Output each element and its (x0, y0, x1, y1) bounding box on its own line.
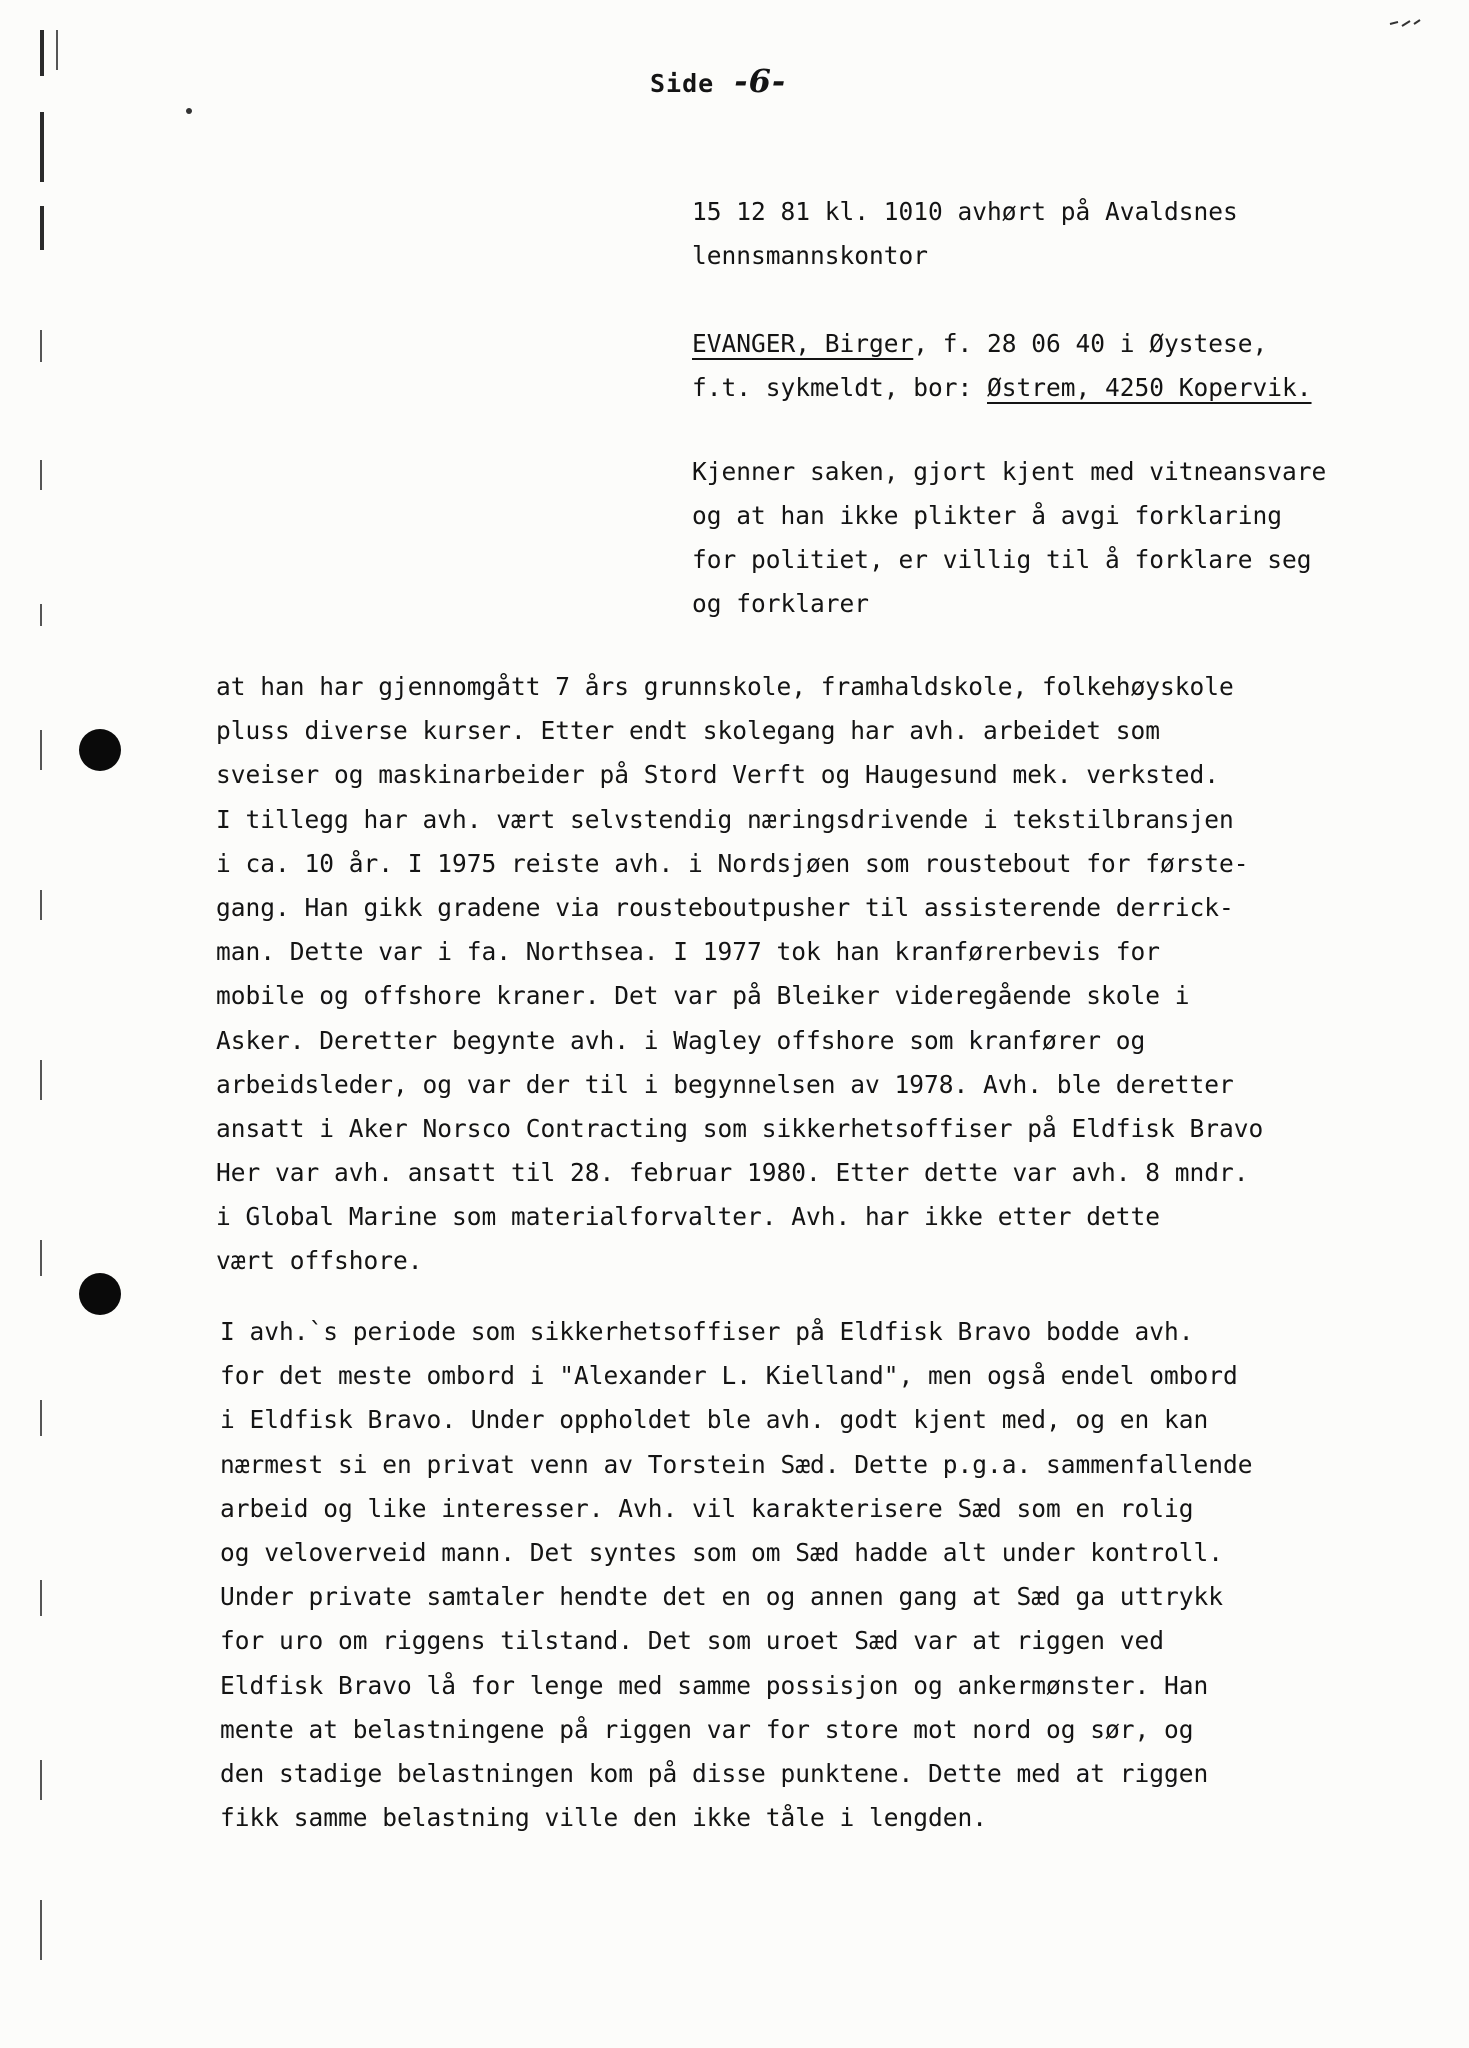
binding-mark (40, 30, 44, 76)
intro-line: og at han ikke plikter å avgi forklaring (692, 501, 1283, 530)
binding-mark (40, 206, 44, 250)
text-line: Her var avh. ansatt til 28. februar 1980. Etter dette var avh. 8 mndr. (216, 1158, 1249, 1188)
binding-mark (40, 1060, 42, 1100)
text-line: den stadige belastningen kom på disse punktene. Dette med at riggen (220, 1758, 1209, 1788)
text-line: gang. Han gikk gradene via rousteboutpusher til assisterende derrick- (216, 892, 1234, 922)
text-line: Under private samtaler hendte det en og annen gang at Sæd ga uttrykk (220, 1582, 1224, 1612)
text-line: man. Dette var i fa. Northsea. I 1977 tok han kranførerbevis for (216, 937, 1161, 967)
binding-mark (40, 112, 44, 182)
punch-hole (79, 1273, 121, 1315)
text-line: Eldfisk Bravo lå for lenge med samme possisjon og ankermønster. Han (220, 1670, 1209, 1700)
person-line-1 (692, 322, 1312, 366)
handwritten-page-number: -6- (734, 62, 787, 100)
text-line: i ca. 10 år. I 1975 reiste avh. i Nordsjøen som roustebout for første- (216, 848, 1249, 878)
text-line: mobile og offshore kraner. Det var på Bleiker videregående skole i (216, 981, 1190, 1011)
text-line: vært offshore. (216, 1246, 423, 1276)
text-line: i Eldfisk Bravo. Under oppholdet ble avh. godt kjent med, og en kan (220, 1405, 1209, 1435)
ink-speck (186, 108, 192, 114)
text-line: og veloverveid mann. Det syntes som om Sæd hadde alt under kontroll. (220, 1537, 1224, 1567)
page-label: Side (650, 69, 715, 98)
interview-header (692, 190, 1238, 278)
binding-mark (40, 1400, 42, 1436)
person-occupation: f.t. sykmeldt, bor: (692, 373, 988, 402)
binding-mark (40, 730, 42, 770)
text-line: sveiser og maskinarbeider på Stord Verft og Haugesund mek. verksted. (216, 760, 1220, 790)
binding-mark (40, 1580, 42, 1616)
text-line: nærmest si en privat venn av Torstein Sæd. Dette p.g.a. sammenfallende (220, 1449, 1253, 1479)
text-line: I tillegg har avh. vært selvstendig næringsdrivende i tekstilbransjen (216, 804, 1234, 834)
text-line: i Global Marine som materialforvalter. Avh. har ikke etter dette (216, 1202, 1161, 1232)
header-line: 15 12 81 kl. 1010 avhørt på Avaldsnes (692, 197, 1238, 226)
binding-mark (56, 30, 58, 70)
intro-line: og forklarer (692, 589, 870, 618)
person-line-2 (692, 366, 1312, 410)
binding-mark (40, 1240, 42, 1276)
text-line: Asker. Deretter begynte avh. i Wagley offshore som kranfører og (216, 1025, 1146, 1055)
text-line: arbeid og like interesser. Avh. vil karakterisere Sæd som en rolig (220, 1493, 1194, 1523)
text-line: for uro om riggens tilstand. Det som uroet Sæd var at riggen ved (220, 1626, 1165, 1656)
person-name: EVANGER, Birger (692, 329, 914, 358)
intro-line: for politiet, er villig til å forklare seg (692, 545, 1312, 574)
text-line: fikk samme belastning ville den ikke tåle i lengden. (220, 1803, 988, 1833)
binding-mark (40, 330, 42, 362)
text-line: ansatt i Aker Norsco Contracting som sikkerhetsoffiser på Eldfisk Bravo (216, 1113, 1264, 1143)
header-line: lennsmannskontor (692, 241, 929, 270)
text-line: for det meste ombord i "Alexander L. Kielland", men også endel ombord (220, 1361, 1238, 1391)
statement-paragraph-2 (220, 1310, 1253, 1840)
witness-intro (692, 450, 1326, 626)
statement-paragraph-1 (216, 665, 1263, 1284)
binding-mark (40, 460, 42, 490)
corner-scan-mark (1388, 18, 1422, 30)
person-details (692, 322, 1312, 410)
binding-mark (40, 890, 42, 920)
intro-line: Kjenner saken, gjort kjent med vitneansvare (692, 457, 1327, 486)
binding-mark (40, 1900, 42, 1960)
text-line: at han har gjennomgått 7 års grunnskole, framhaldskole, folkehøyskole (216, 672, 1234, 701)
text-line: arbeidsleder, og var der til i begynnelsen av 1978. Avh. ble deretter (216, 1069, 1234, 1099)
punch-hole (79, 729, 121, 771)
page-number (650, 62, 786, 100)
text-line: pluss diverse kurser. Etter endt skolegang har avh. arbeidet som (216, 716, 1161, 746)
binding-mark (40, 604, 42, 626)
binding-mark (40, 1760, 42, 1800)
text-line: mente at belastningene på riggen var for store mot nord og sør, og (220, 1714, 1194, 1744)
text-line: I avh.`s periode som sikkerhetsoffiser på Eldfisk Bravo bodde avh. (220, 1317, 1194, 1346)
person-address: Østrem, 4250 Kopervik. (987, 373, 1312, 402)
person-birth: , f. 28 06 40 i Øystese, (913, 329, 1268, 358)
